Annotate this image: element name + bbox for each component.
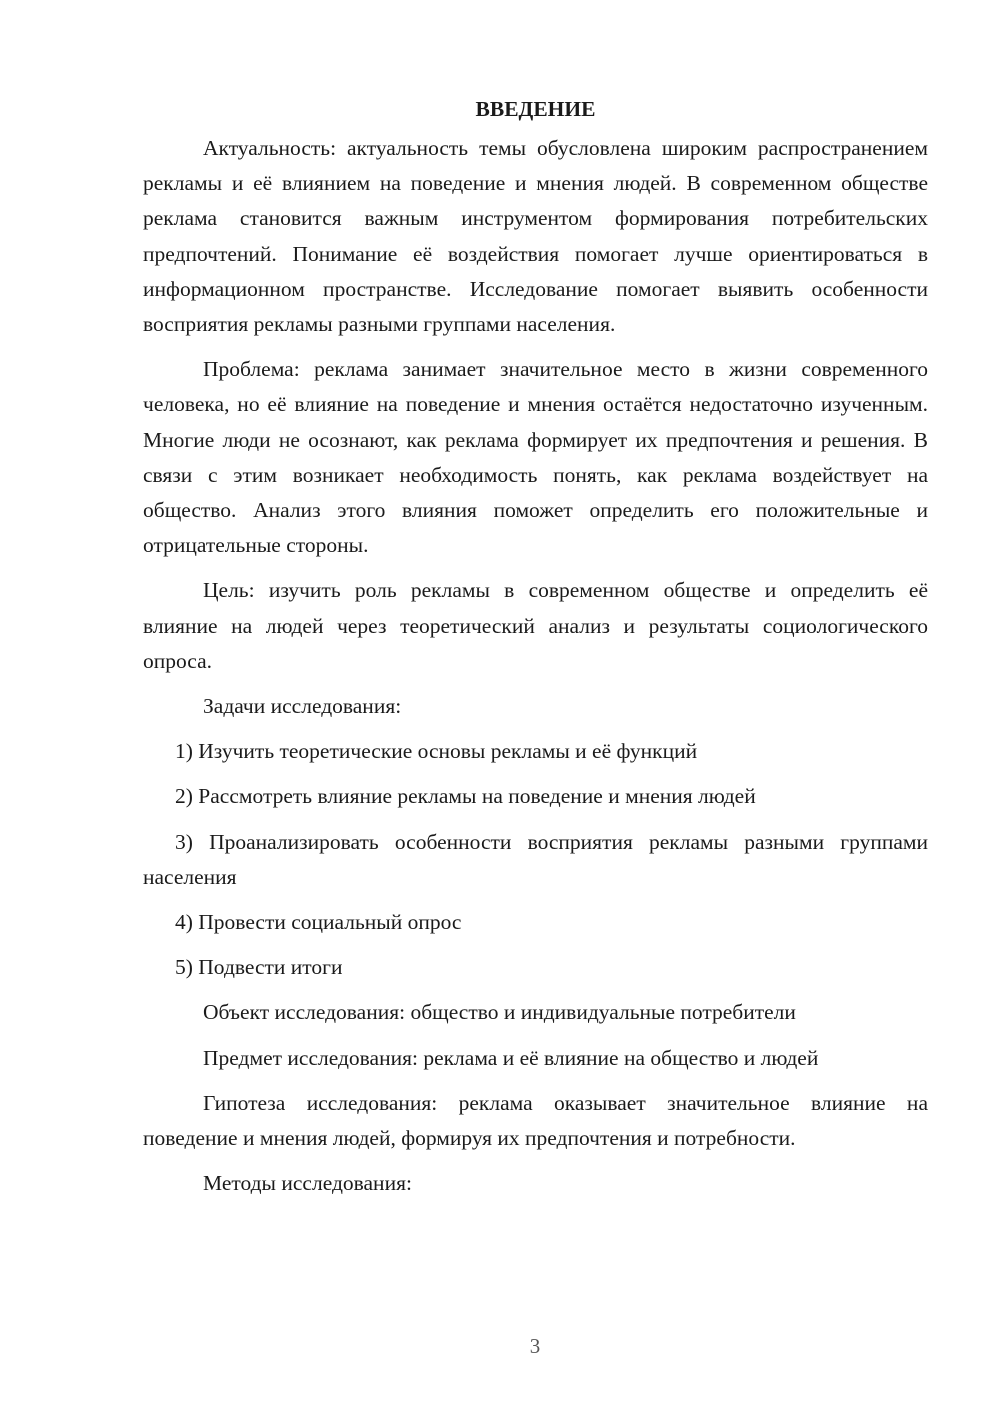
task-item-3: 3) Проанализировать особенности восприятия рекламы разными группами населения [143, 829, 928, 889]
paragraph-relevance: Актуальность: актуальность темы обусловлена широким распространением рекламы и её влиянием на поведение и мнения людей. В современном обществе реклама становится важным инструментом формирования потребительских предпочтений. Понимание её воздействия помогает лучше ориентироваться в информационном пространстве. Исследование помогает выявить особенности восприятия рекламы разными группами населения. [143, 136, 928, 337]
paragraph-tasks-heading: Задачи исследования: [203, 694, 402, 719]
paragraph-subject: Предмет исследования: реклама и её влияние на общество и людей [203, 1045, 819, 1070]
paragraph-problem: Проблема: реклама занимает значительное место в жизни современного человека, но её влияние на поведение и мнения остаётся недостаточно изученным. Многие люди не осознают, как реклама формирует их предпочтения и решения. В связи с этим возникает необходимость понять, как реклама воздействует на общество. Анализ этого влияния поможет определить его положительные и отрицательные стороны. [143, 357, 928, 558]
paragraph-goal: Цель: изучить роль рекламы в современном обществе и определить её влияние на людей через теоретический анализ и результаты социологического опроса. [143, 578, 928, 673]
task-item-4: 4) Провести социальный опрос [175, 910, 462, 935]
task-item-1: 1) Изучить теоретические основы рекламы и её функций [175, 739, 698, 764]
task-item-2: 2) Рассмотреть влияние рекламы на поведение и мнения людей [175, 784, 756, 809]
paragraph-object: Объект исследования: общество и индивидуальные потребители [203, 1000, 796, 1025]
page-number: 3 [529, 1334, 541, 1358]
task-item-5: 5) Подвести итоги [175, 955, 343, 980]
document-page [143, 92, 928, 1211]
section-title: ВВЕДЕНИЕ [475, 97, 596, 121]
paragraph-hypothesis: Гипотеза исследования: реклама оказывает значительное влияние на поведение и мнения людей, формируя их предпочтения и потребности. [143, 1090, 928, 1151]
paragraph-methods: Методы исследования: [203, 1171, 412, 1196]
